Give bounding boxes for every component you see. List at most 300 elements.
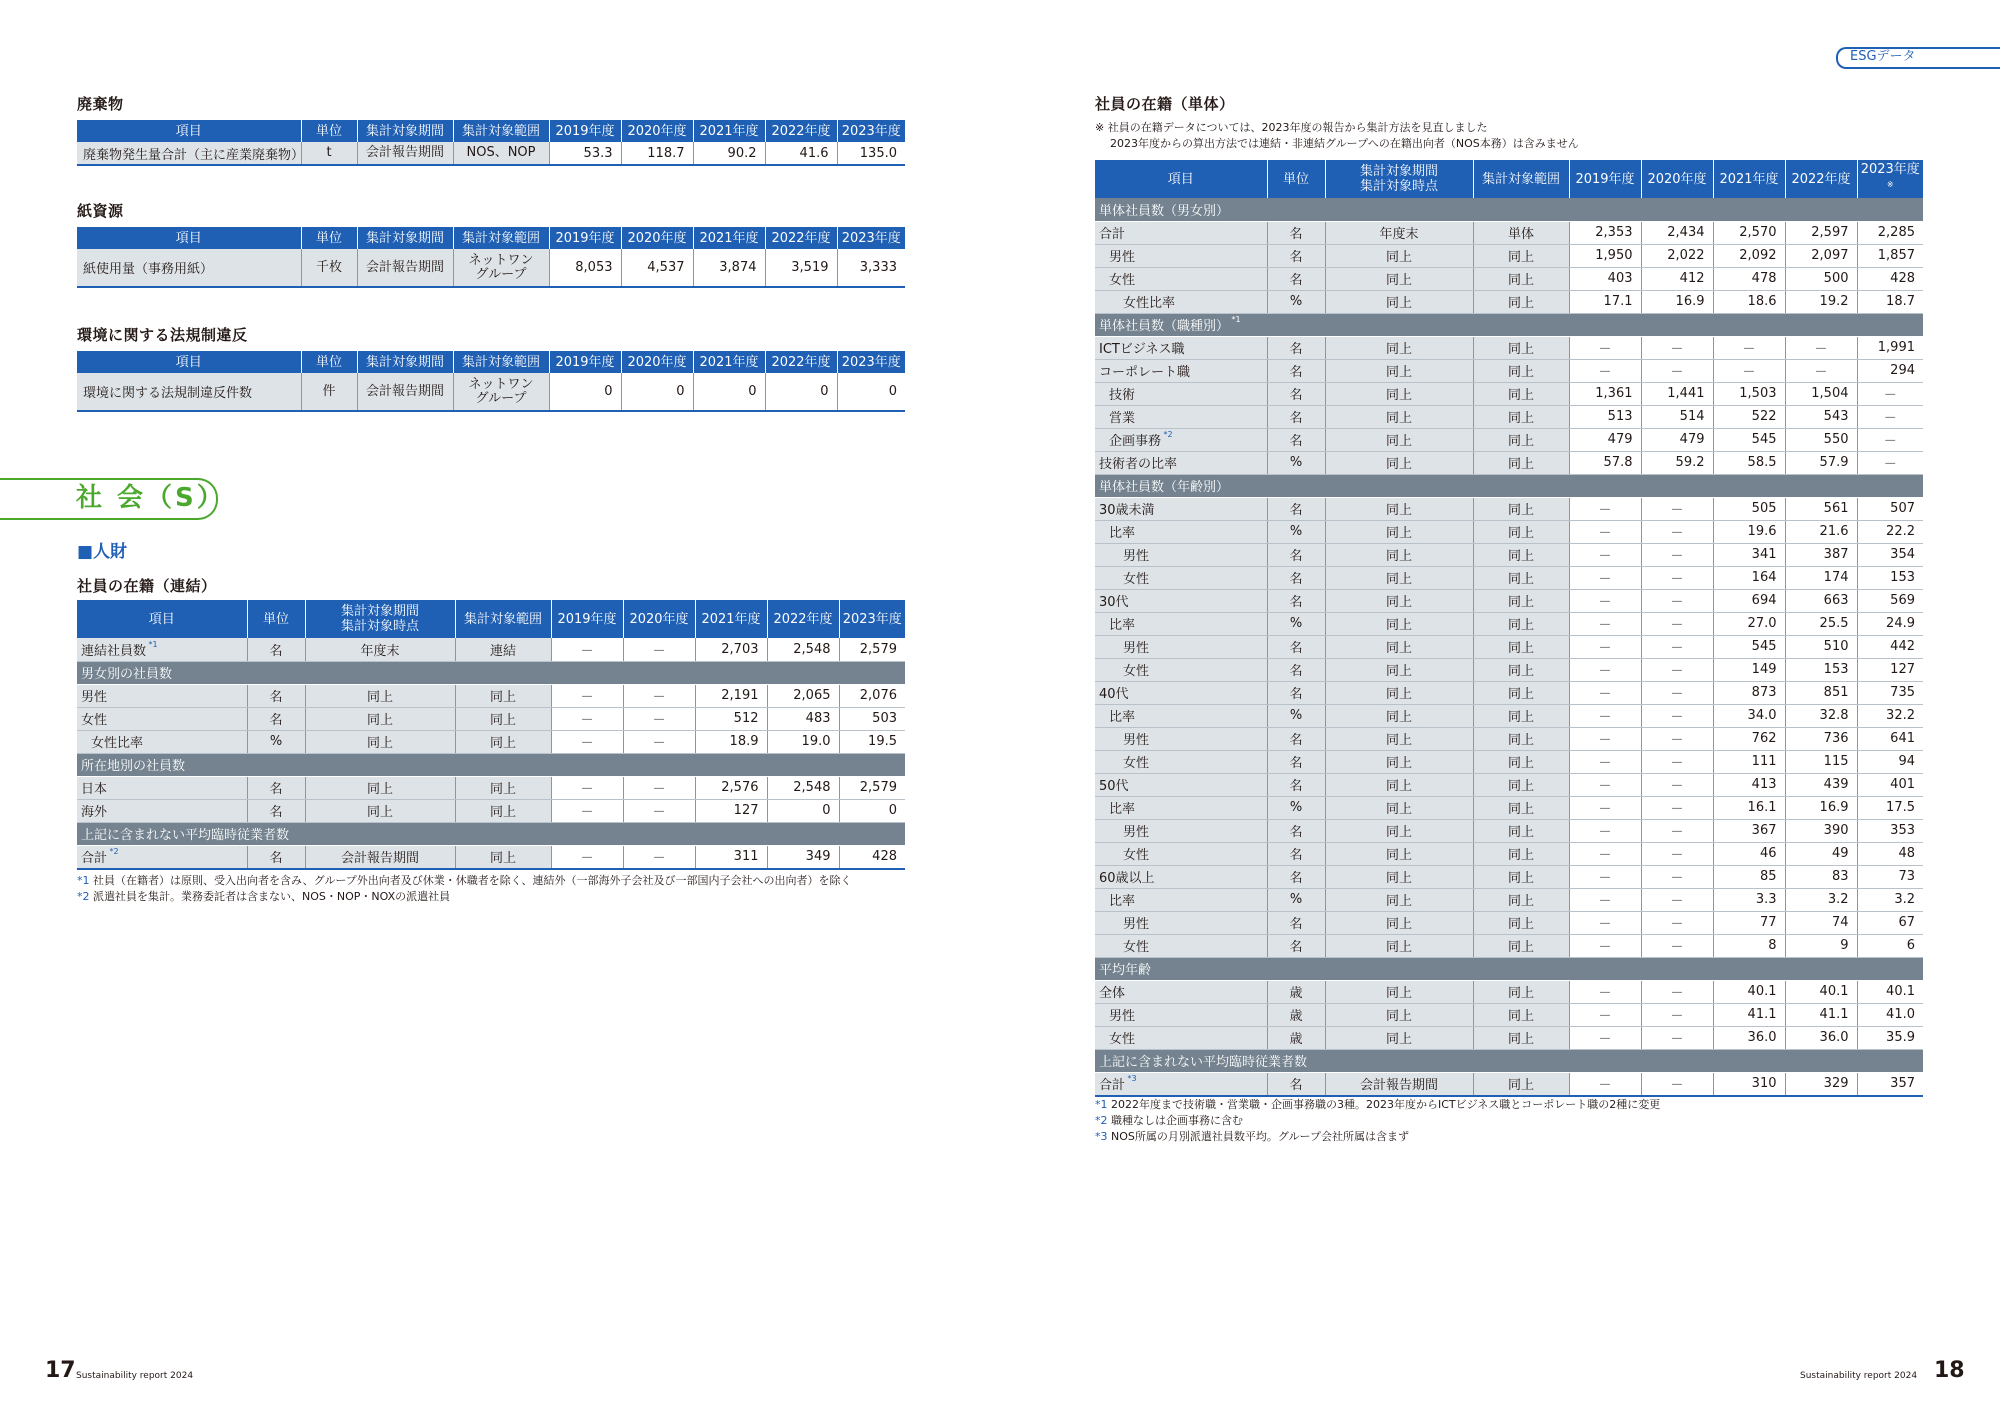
row-label: 男性	[77, 684, 247, 707]
table-row	[77, 845, 905, 869]
table-cell: 同上	[1473, 819, 1569, 842]
table-cell: 名	[1267, 842, 1325, 865]
table-cell: －	[1569, 773, 1641, 796]
table-row	[1095, 244, 1923, 267]
table-cell: NOS、NOP	[453, 142, 549, 165]
table-row	[1095, 1003, 1923, 1026]
table-cell: 2,285	[1857, 221, 1923, 244]
table-cell: 同上	[1325, 520, 1473, 543]
table-cell: 349	[767, 845, 839, 869]
row-label: 技術	[1095, 382, 1267, 405]
table-cell: 503	[839, 707, 905, 730]
table-cell: 25.5	[1785, 612, 1857, 635]
section-label: 単体社員数（男女別）	[1095, 198, 1923, 221]
table-cell: 会計報告期間	[1325, 1072, 1473, 1096]
table-cell: 19.2	[1785, 290, 1857, 313]
table-cell: 同上	[1473, 543, 1569, 566]
table-cell: 同上	[455, 684, 551, 707]
table-cell: 同上	[455, 799, 551, 822]
table-cell: 同上	[1473, 359, 1569, 382]
table-cell: %	[1267, 520, 1325, 543]
table-cell: 329	[1785, 1072, 1857, 1096]
column-header: 2021年度	[695, 600, 767, 638]
table-cell: 77	[1713, 911, 1785, 934]
table-cell: 483	[767, 707, 839, 730]
column-header: 2023年度※	[1857, 160, 1923, 198]
section-label: 単体社員数（年齢別）	[1095, 474, 1923, 497]
table-cell: －	[1641, 773, 1713, 796]
table-cell: 名	[1267, 819, 1325, 842]
table-cell: 545	[1713, 635, 1785, 658]
table-cell: 同上	[1473, 796, 1569, 819]
table-cell: 名	[1267, 635, 1325, 658]
table-cell: 同上	[1325, 405, 1473, 428]
column-header: 2022年度	[1785, 160, 1857, 198]
table-cell: 同上	[305, 799, 455, 822]
table-cell: 18.9	[695, 730, 767, 753]
row-label: 男性	[1095, 727, 1267, 750]
table-row	[77, 684, 905, 707]
table-cell: %	[1267, 796, 1325, 819]
table-cell: －	[1569, 520, 1641, 543]
row-label: 女性	[1095, 267, 1267, 290]
table-cell: 1,950	[1569, 244, 1641, 267]
section-label: 上記に含まれない平均臨時従業者数	[1095, 1049, 1923, 1072]
column-header: 2022年度	[765, 227, 837, 249]
table-cell: －	[1641, 911, 1713, 934]
table-cell: 479	[1569, 428, 1641, 451]
table-cell: 40.1	[1713, 980, 1785, 1003]
table-cell: 19.0	[767, 730, 839, 753]
table-cell: －	[1641, 796, 1713, 819]
table-cell: %	[1267, 290, 1325, 313]
table-cell: －	[1569, 589, 1641, 612]
row-label: 女性	[1095, 566, 1267, 589]
table-cell: 310	[1713, 1072, 1785, 1096]
table-cell: 164	[1713, 566, 1785, 589]
table-cell: 3,519	[765, 249, 837, 287]
table-cell: －	[1569, 934, 1641, 957]
row-label: 企画事務 $^{*2}$	[1095, 428, 1267, 451]
table-cell: 同上	[1325, 796, 1473, 819]
table-cell: －	[1641, 888, 1713, 911]
consolidated-footnotes	[77, 873, 917, 905]
table-cell: －	[1569, 1003, 1641, 1026]
table-row	[1095, 359, 1923, 382]
table-cell: 353	[1857, 819, 1923, 842]
table-cell: 同上	[1325, 336, 1473, 359]
table-cell: －	[1641, 658, 1713, 681]
table-cell: 2,434	[1641, 221, 1713, 244]
table-cell: %	[1267, 451, 1325, 474]
table-row	[1095, 658, 1923, 681]
table-cell: 名	[1267, 428, 1325, 451]
table-cell: 1,503	[1713, 382, 1785, 405]
table-cell: 1,441	[1641, 382, 1713, 405]
table-cell: 58.5	[1713, 451, 1785, 474]
table-cell: 24.9	[1857, 612, 1923, 635]
column-header: 集計対象範囲	[1473, 160, 1569, 198]
table-cell: 同上	[1325, 658, 1473, 681]
table-cell: －	[1641, 336, 1713, 359]
table-cell: 同上	[1473, 497, 1569, 520]
column-header: 2020年度	[621, 120, 693, 142]
table-cell: 367	[1713, 819, 1785, 842]
table-cell: 545	[1713, 428, 1785, 451]
table-cell: －	[551, 799, 623, 822]
violation-table	[77, 351, 905, 412]
section-row	[1095, 474, 1923, 497]
table-cell: 111	[1713, 750, 1785, 773]
column-header: 2023年度	[837, 120, 905, 142]
table-cell: 同上	[1325, 635, 1473, 658]
table-row	[1095, 1072, 1923, 1096]
single-note-2: 2023年度からの算出方法では連結・非連結グループへの在籍出向者（NOS本務）は含みません	[1110, 137, 1579, 150]
table-cell: 件	[301, 373, 357, 411]
row-label: 60歳以上	[1095, 865, 1267, 888]
single-footnotes	[1095, 1097, 1935, 1145]
table-row	[1095, 865, 1923, 888]
table-cell: 73	[1857, 865, 1923, 888]
column-header: 集計対象期間	[357, 120, 453, 142]
table-cell: 同上	[1473, 612, 1569, 635]
table-cell: 同上	[1325, 727, 1473, 750]
row-label: 男性	[1095, 543, 1267, 566]
table-cell: 16.9	[1785, 796, 1857, 819]
table-cell: 会計報告期間	[357, 249, 453, 287]
table-cell: 3.2	[1857, 888, 1923, 911]
table-cell: 149	[1713, 658, 1785, 681]
table-cell: 641	[1857, 727, 1923, 750]
table-cell: －	[1569, 681, 1641, 704]
table-cell: 同上	[455, 776, 551, 799]
table-cell: －	[623, 799, 695, 822]
footnote: *3 NOS所属の月別派遣社員数平均。グループ会社所属は含まず	[1095, 1130, 1409, 1143]
column-header: 2023年度	[837, 227, 905, 249]
paper-table	[77, 227, 905, 288]
table-row	[1095, 543, 1923, 566]
table-cell: 32.2	[1857, 704, 1923, 727]
table-cell: 同上	[1473, 336, 1569, 359]
table-cell: 21.6	[1785, 520, 1857, 543]
table-cell: 8	[1713, 934, 1785, 957]
table-cell: －	[1641, 1072, 1713, 1096]
table-cell: 294	[1857, 359, 1923, 382]
table-cell: 94	[1857, 750, 1923, 773]
table-cell: 同上	[1325, 1026, 1473, 1049]
table-cell: 17.1	[1569, 290, 1641, 313]
table-row	[1095, 980, 1923, 1003]
table-cell: 同上	[1473, 911, 1569, 934]
table-cell: 3.2	[1785, 888, 1857, 911]
table-cell: 名	[1267, 405, 1325, 428]
table-cell: 67	[1857, 911, 1923, 934]
table-cell: 4,537	[621, 249, 693, 287]
table-cell: 36.0	[1713, 1026, 1785, 1049]
row-label: 女性	[77, 707, 247, 730]
column-header: 2019年度	[1569, 160, 1641, 198]
table-cell: 561	[1785, 497, 1857, 520]
table-row	[1095, 589, 1923, 612]
table-cell: 名	[1267, 658, 1325, 681]
table-cell: 同上	[1473, 888, 1569, 911]
table-cell: 連結	[455, 638, 551, 661]
table-row	[77, 799, 905, 822]
table-cell: 名	[1267, 359, 1325, 382]
row-label: 男性	[1095, 635, 1267, 658]
table-row	[1095, 796, 1923, 819]
table-cell: 413	[1713, 773, 1785, 796]
table-cell: －	[1569, 1072, 1641, 1096]
table-row	[1095, 566, 1923, 589]
esg-data-tag-label: ESGデータ	[1850, 49, 1916, 64]
table-cell: －	[623, 730, 695, 753]
row-label: 女性	[1095, 658, 1267, 681]
column-header: 集計対象範囲	[453, 351, 549, 373]
table-cell: 40.1	[1857, 980, 1923, 1003]
table-cell: 同上	[1473, 750, 1569, 773]
table-cell: 同上	[1325, 865, 1473, 888]
table-cell: 名	[1267, 497, 1325, 520]
table-cell: 同上	[305, 684, 455, 707]
table-cell: 名	[247, 799, 305, 822]
table-cell: 同上	[1325, 290, 1473, 313]
table-cell: 442	[1857, 635, 1923, 658]
table-cell: 2,191	[695, 684, 767, 707]
table-cell: －	[1641, 681, 1713, 704]
table-cell: 名	[1267, 589, 1325, 612]
table-cell: 同上	[1325, 681, 1473, 704]
table-cell: 同上	[1325, 359, 1473, 382]
table-cell: 同上	[1473, 520, 1569, 543]
column-header: 単位	[247, 600, 305, 638]
table-cell: －	[1713, 359, 1785, 382]
table-cell: 同上	[305, 730, 455, 753]
table-cell: 412	[1641, 267, 1713, 290]
table-cell: 同上	[1325, 267, 1473, 290]
table-row	[1095, 934, 1923, 957]
column-header: 2020年度	[623, 600, 695, 638]
row-label: 海外	[77, 799, 247, 822]
table-cell: 543	[1785, 405, 1857, 428]
table-cell: 名	[1267, 773, 1325, 796]
table-row	[1095, 290, 1923, 313]
table-cell: 名	[247, 638, 305, 661]
table-row	[1095, 497, 1923, 520]
table-row	[1095, 842, 1923, 865]
row-label: 合計 $^{*2}$	[77, 845, 247, 869]
table-cell: 36.0	[1785, 1026, 1857, 1049]
column-header: 単位	[1267, 160, 1325, 198]
row-label: 日本	[77, 776, 247, 799]
table-cell: %	[247, 730, 305, 753]
table-cell: －	[1641, 1003, 1713, 1026]
table-cell: 名	[247, 845, 305, 869]
table-row	[1095, 911, 1923, 934]
table-cell: 354	[1857, 543, 1923, 566]
row-label: コーポレート職	[1095, 359, 1267, 382]
single-staff-table	[1095, 160, 1923, 1097]
table-cell: 同上	[1325, 566, 1473, 589]
table-cell: 同上	[1473, 635, 1569, 658]
table-cell: 550	[1785, 428, 1857, 451]
table-row	[1095, 888, 1923, 911]
row-label: 比率	[1095, 888, 1267, 911]
table-row	[1095, 750, 1923, 773]
table-cell: 851	[1785, 681, 1857, 704]
column-header: 集計対象期間 集計対象時点	[1325, 160, 1473, 198]
table-cell: 同上	[1473, 842, 1569, 865]
column-header: 2022年度	[765, 351, 837, 373]
table-cell: 90.2	[693, 142, 765, 165]
table-cell: 85	[1713, 865, 1785, 888]
table-cell: 2,570	[1713, 221, 1785, 244]
footnote: *1 社員（在籍者）は原則、受入出向者を含み、グループ外出向者及び休業・休職者を除く、連結外（一部海外子会社及び一部国内子会社への出向者）を除く	[77, 874, 852, 887]
table-cell: 32.8	[1785, 704, 1857, 727]
column-header: 2023年度	[839, 600, 905, 638]
table-cell: －	[551, 776, 623, 799]
table-row	[77, 373, 905, 411]
table-cell: 同上	[1473, 681, 1569, 704]
table-cell: －	[1569, 750, 1641, 773]
section-label: 単体社員数（職種別） $^{*1}$	[1095, 313, 1923, 336]
column-header: 2021年度	[1713, 160, 1785, 198]
table-cell: －	[1641, 842, 1713, 865]
table-cell: 514	[1641, 405, 1713, 428]
table-row	[1095, 773, 1923, 796]
table-cell: 390	[1785, 819, 1857, 842]
table-cell: 歳	[1267, 1003, 1325, 1026]
table-cell: 同上	[1325, 704, 1473, 727]
table-cell: －	[1569, 704, 1641, 727]
table-cell: 同上	[1325, 773, 1473, 796]
column-header: 2021年度	[693, 227, 765, 249]
table-cell: 41.0	[1857, 1003, 1923, 1026]
row-label: 連結社員数 $^{*1}$	[77, 638, 247, 661]
table-cell: 名	[1267, 566, 1325, 589]
table-cell: －	[1641, 359, 1713, 382]
table-cell: 同上	[1473, 934, 1569, 957]
table-cell: 439	[1785, 773, 1857, 796]
column-header: 2020年度	[621, 227, 693, 249]
table-cell: 736	[1785, 727, 1857, 750]
table-cell: 2,703	[695, 638, 767, 661]
table-cell: 名	[1267, 336, 1325, 359]
table-cell: 2,597	[1785, 221, 1857, 244]
table-cell: 同上	[1473, 773, 1569, 796]
table-cell: 1,991	[1857, 336, 1923, 359]
column-header: 集計対象期間	[357, 351, 453, 373]
table-cell: －	[1641, 635, 1713, 658]
table-cell: －	[1641, 543, 1713, 566]
table-row	[77, 776, 905, 799]
table-row	[77, 730, 905, 753]
table-cell: －	[1569, 497, 1641, 520]
table-cell: 19.6	[1713, 520, 1785, 543]
table-cell: 48	[1857, 842, 1923, 865]
table-cell: 2,548	[767, 776, 839, 799]
table-cell: 同上	[1325, 842, 1473, 865]
table-cell: －	[1641, 497, 1713, 520]
table-cell: 名	[1267, 1072, 1325, 1096]
table-cell: 名	[1267, 244, 1325, 267]
table-cell: 同上	[1473, 405, 1569, 428]
row-label: 比率	[1095, 612, 1267, 635]
row-label: 女性	[1095, 1026, 1267, 1049]
violation-title: 環境に関する法規制違反	[77, 326, 248, 344]
table-cell: 同上	[1325, 382, 1473, 405]
table-cell: 同上	[1325, 589, 1473, 612]
column-header: 項目	[77, 351, 301, 373]
table-cell: －	[623, 707, 695, 730]
table-row	[1095, 382, 1923, 405]
table-cell: 名	[1267, 934, 1325, 957]
table-cell: 同上	[1325, 497, 1473, 520]
column-header: 単位	[301, 351, 357, 373]
section-label: 男女別の社員数	[77, 661, 905, 684]
table-row	[1095, 681, 1923, 704]
section-label: 所在地別の社員数	[77, 753, 905, 776]
table-cell: －	[551, 707, 623, 730]
table-cell: 同上	[1473, 267, 1569, 290]
section-row	[77, 753, 905, 776]
row-label: 女性比率	[77, 730, 247, 753]
table-cell: 2,576	[695, 776, 767, 799]
section-label: 平均年齢	[1095, 957, 1923, 980]
column-header: 2021年度	[693, 351, 765, 373]
waste-title: 廃棄物	[77, 95, 124, 113]
table-cell: 479	[1641, 428, 1713, 451]
table-cell: －	[1569, 888, 1641, 911]
column-header: 項目	[77, 120, 301, 142]
table-cell: ネットワン グループ	[453, 373, 549, 411]
column-header: 項目	[77, 600, 247, 638]
table-cell: 40.1	[1785, 980, 1857, 1003]
table-cell: 762	[1713, 727, 1785, 750]
table-cell: 2,353	[1569, 221, 1641, 244]
table-cell: 同上	[1325, 888, 1473, 911]
column-header: 2020年度	[1641, 160, 1713, 198]
table-row	[1095, 336, 1923, 359]
table-cell: 512	[695, 707, 767, 730]
table-row	[1095, 635, 1923, 658]
table-cell: 153	[1857, 566, 1923, 589]
table-cell: 同上	[1473, 704, 1569, 727]
table-cell: －	[1641, 934, 1713, 957]
consolidated-staff-table	[77, 600, 905, 870]
table-cell: 569	[1857, 589, 1923, 612]
table-row	[1095, 221, 1923, 244]
table-cell: 0	[549, 373, 621, 411]
row-label: 30代	[1095, 589, 1267, 612]
table-cell: 名	[247, 684, 305, 707]
table-cell: －	[1569, 727, 1641, 750]
table-cell: 同上	[1473, 658, 1569, 681]
table-cell: 名	[1267, 267, 1325, 290]
table-cell: 名	[1267, 543, 1325, 566]
table-cell: 1,361	[1569, 382, 1641, 405]
table-cell: 27.0	[1713, 612, 1785, 635]
table-cell: 46	[1713, 842, 1785, 865]
row-label: 女性	[1095, 750, 1267, 773]
table-cell: 名	[1267, 681, 1325, 704]
table-cell: %	[1267, 612, 1325, 635]
table-row	[77, 249, 905, 287]
table-row	[77, 638, 905, 661]
table-row	[1095, 520, 1923, 543]
table-cell: －	[1785, 336, 1857, 359]
table-cell: 同上	[1473, 382, 1569, 405]
